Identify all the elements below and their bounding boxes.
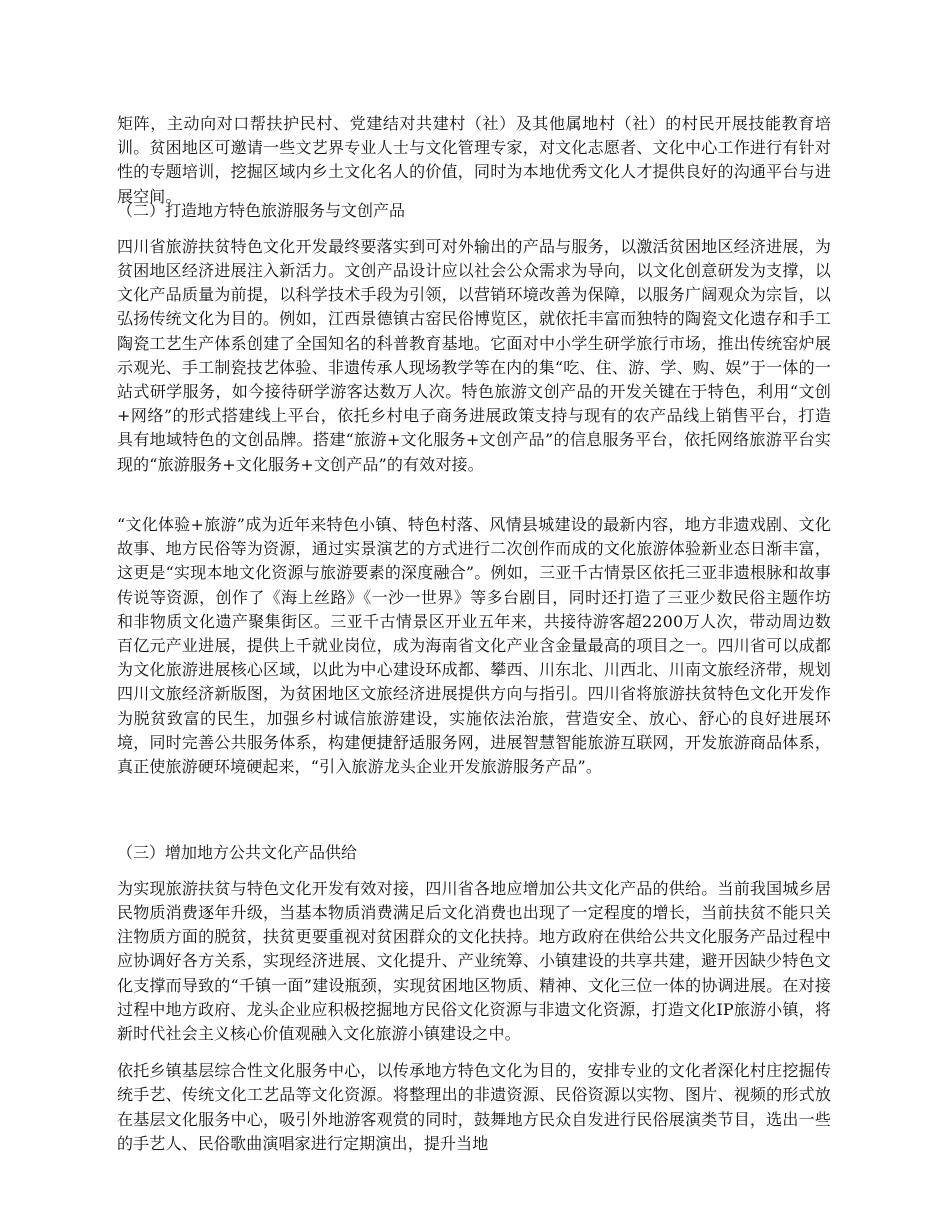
paragraph-township-service-center: 依托乡镇基层综合性文化服务中心，以传承地方特色文化为目的，安排专业的文化者深化村庄挖掘传统手艺、传统文化工艺品等文化资源。将整理出的非遗资源、民俗资源以实物、图片、视频的形式放在基层文化服务中心，吸引外地游客观赏的同时，鼓舞地方民众自发进行民俗展演类节目，选出一些的手艺人、民俗歌曲演唱家进行定期演出，提升当地 bbox=[117, 1061, 831, 1153]
paragraph-public-culture-supply: 为实现旅游扶贫与特色文化开发有效对接，四川省各地应增加公共文化产品的供给。当前我国城乡居民物质消费逐年升级，当基本物质消费满足后文化消费也出现了一定程度的增长，当前扶贫不能只关注物质方面的脱贫，扶贫更要重视对贫困群众的文化扶持。地方政府在供给公共文化服务产品过程中应协调好各方关系，实现经济进展、文化提升、产业统筹、小镇建设的共享共建，避开因缺少特色文化支撑而导致的“千镇一面”建设瓶颈，实现贫困地区物质、精神、文化三位一体的协调进展。在对接过程中地方政府、龙头企业应积极挖掘地方民俗文化资源与非遗文化资源，打造文化IP旅游小镇，将新时代社会主义核心价值观融入文化旅游小镇建设之中。 bbox=[117, 878, 831, 1043]
paragraph-culture-experience-tourism: “文化体验+旅游”成为近年来特色小镇、特色村落、风情县城建设的最新内容，地方非遗戏剧、文化故事、地方民俗等为资源，通过实景演艺的方式进行二次创作而成的文化旅游体验新业态日渐丰富，这更是“实现本地文化资源与旅游要素的深度融合”。例如，三亚千古情景区依托三亚非遗根脉和故事传说等资源，创作了《海上丝路》《一沙一世界》等多台剧目，同时还打造了三亚少数民俗主题作坊和非物质文化遗产聚集街区。三亚千古情景区开业五年来，共接待游客超2200万人次，带动周边数百亿元产业进展，提供上千就业岗位，成为海南省文化产业含金量最高的项目之一。四川省可以成都为文化旅游进展核心区域，以此为中心建设环成都、攀西、川东北、川西北、川南文旅经济带，规划四川文旅经济新版图，为贫困地区文旅经济进展提供方向与指引。四川省将旅游扶贫特色文化开发作为脱贫致富的民生，加强乡村诚信旅游建设，实施依法治旅，营造安全、放心、舒心的良好进展环境，同时完善公共服务体系，构建便捷舒适服务网，进展智慧智能旅游互联网，开发旅游商品体系，真正使旅游硬环境硬起来，“引入旅游龙头企业开发旅游服务产品”。 bbox=[117, 514, 831, 777]
heading-section-3: （三）增加地方公共文化产品供给 bbox=[117, 842, 358, 862]
paragraph-cultural-products: 四川省旅游扶贫特色文化开发最终要落实到可对外输出的产品与服务，以激活贫困地区经济进展，为贫困地区经济进展注入新活力。文创产品设计应以社会公众需求为导向，以文化创意研发为支撑，以文化产品质量为前提，以科学技术手段为引领，以营销环境改善为保障，以服务广阔观众为宗旨，以弘扬传统文化为目的。例如，江西景德镇古窑民俗博览区，就依托丰富而独特的陶瓷文化遗存和手工陶瓷工艺生产体系创建了全国知名的科普教育基地。它面对中小学生研学旅行市场，推出传统窑炉展示观光、手工制瓷技艺体验、非遗传承人现场教学等在内的集“吃、住、游、学、购、娱”于一体的一站式研学服务，如今接待研学游客达数万人次。特色旅游文创产品的开发关键在于特色，利用“文创+网络”的形式搭建线上平台，依托乡村电子商务进展政策支持与现有的农产品线上销售平台，打造具有地域特色的文创品牌。搭建“旅游+文化服务+文创产品”的信息服务平台，依托网络旅游平台实现的“旅游服务+文化服务+文创产品”的有效对接。 bbox=[117, 236, 831, 474]
heading-section-2: （二）打造地方特色旅游服务与文创产品 bbox=[117, 200, 406, 220]
document-page bbox=[117, 112, 831, 1169]
paragraph-skills-training: 矩阵，主动向对口帮扶护民村、党建结对共建村（社）及其他属地村（社）的村民开展技能教育培训。贫困地区可邀请一些文艺界专业人士与文化管理专家，对文化志愿者、文化中心工作进行有针对性的专题培训，挖掘区域内乡土文化名人的价值，同时为本地优秀文化人才提供良好的沟通平台与进展空间。 bbox=[117, 114, 831, 206]
